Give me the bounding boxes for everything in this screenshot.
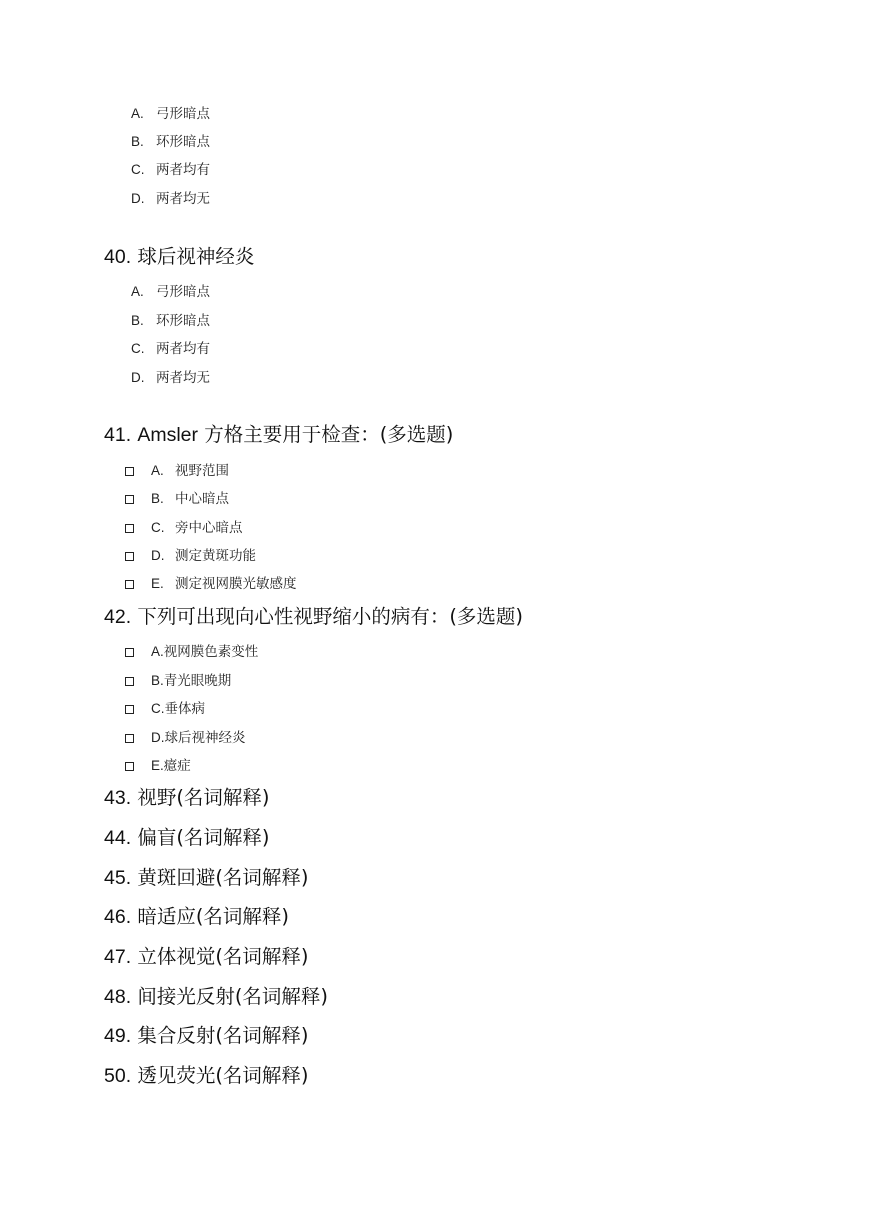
q41-option-e[interactable]: E. 测定视网膜光敏感度 bbox=[125, 575, 297, 593]
q41-option-b[interactable]: B. 中心暗点 bbox=[125, 490, 229, 508]
checkbox[interactable] bbox=[125, 580, 134, 589]
q39-option-a: A. 弓形暗点 bbox=[131, 106, 210, 122]
q42-option-a[interactable]: A. 视网膜色素变性 bbox=[125, 643, 258, 661]
question-48: 48. 间接光反射(名词解释) bbox=[104, 985, 329, 1008]
q39-option-c: C. 两者均有 bbox=[131, 162, 210, 178]
checkbox[interactable] bbox=[125, 467, 134, 476]
q39-option-b: B. 环形暗点 bbox=[131, 134, 210, 150]
q42-option-e[interactable]: E. 癔症 bbox=[125, 757, 191, 775]
checkbox[interactable] bbox=[125, 648, 134, 657]
question-46: 46. 暗适应(名词解释) bbox=[104, 905, 290, 928]
checkbox[interactable] bbox=[125, 552, 134, 561]
question-45: 45. 黄斑回避(名词解释) bbox=[104, 866, 309, 889]
question-43: 43. 视野(名词解释) bbox=[104, 786, 270, 809]
question-41: 41. Amsler 方格主要用于检查：(多选题) bbox=[104, 423, 454, 446]
q40-option-c: C. 两者均有 bbox=[131, 341, 210, 357]
checkbox[interactable] bbox=[125, 734, 134, 743]
checkbox[interactable] bbox=[125, 705, 134, 714]
checkbox[interactable] bbox=[125, 677, 134, 686]
q42-option-d[interactable]: D. 球后视神经炎 bbox=[125, 729, 246, 747]
question-44: 44. 偏盲(名词解释) bbox=[104, 826, 270, 849]
question-42: 42. 下列可出现向心性视野缩小的病有：(多选题) bbox=[104, 605, 524, 628]
q42-option-b[interactable]: B. 青光眼晚期 bbox=[125, 672, 231, 690]
question-49: 49. 集合反射(名词解释) bbox=[104, 1024, 309, 1047]
question-40: 40. 球后视神经炎 bbox=[104, 245, 255, 268]
q40-option-d: D. 两者均无 bbox=[131, 370, 210, 386]
checkbox[interactable] bbox=[125, 762, 134, 771]
question-47: 47. 立体视觉(名词解释) bbox=[104, 945, 309, 968]
checkbox[interactable] bbox=[125, 495, 134, 504]
checkbox[interactable] bbox=[125, 524, 134, 533]
q40-option-b: B. 环形暗点 bbox=[131, 313, 210, 329]
q41-option-c[interactable]: C. 旁中心暗点 bbox=[125, 519, 243, 537]
q42-option-c[interactable]: C. 垂体病 bbox=[125, 700, 205, 718]
q41-option-d[interactable]: D. 测定黄斑功能 bbox=[125, 547, 256, 565]
q39-option-d: D. 两者均无 bbox=[131, 191, 210, 207]
question-50: 50. 透见荧光(名词解释) bbox=[104, 1064, 309, 1087]
q40-option-a: A. 弓形暗点 bbox=[131, 284, 210, 300]
q41-option-a[interactable]: A. 视野范围 bbox=[125, 462, 229, 480]
